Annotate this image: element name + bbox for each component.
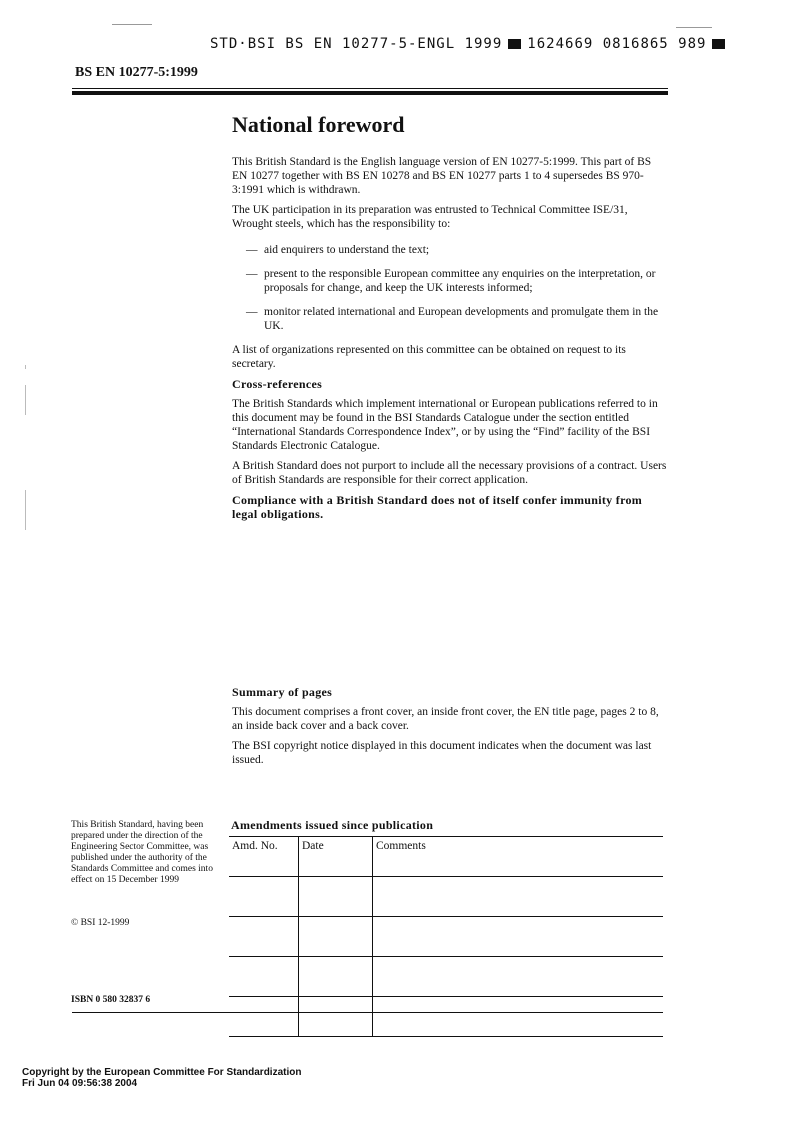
list-item: — present to the responsible European committee any enquiries on the interpretation, or proposals for change, and keep the UK interests informed; <box>246 268 656 294</box>
foreword-body <box>232 155 668 521</box>
page-title: National foreword <box>232 112 405 137</box>
scan-mark <box>25 385 26 415</box>
header-code-mid: 1624669 0816865 <box>527 36 669 52</box>
header-code-left: STD·BSI BS EN 10277-5-ENGL 1999 <box>210 36 503 52</box>
summary-paragraph-1: This document comprises a front cover, an inside front cover, the EN title page, pages 2 to 8, an inside back cover and a back cover. <box>232 706 659 732</box>
cross-references-heading: Cross-references <box>232 377 323 391</box>
table-row <box>229 997 663 1037</box>
standard-id: BS EN 10277-5:1999 <box>75 65 198 80</box>
column-header-amd-no: Amd. No. <box>229 837 299 877</box>
footer-line-2: Fri Jun 04 09:56:38 2004 <box>22 1078 138 1089</box>
scan-mark <box>25 365 26 369</box>
summary-heading: Summary of pages <box>232 685 333 699</box>
isbn: ISBN 0 580 32837 6 <box>71 995 151 1005</box>
foreword-paragraph-1: This British Standard is the English language version of EN 10277-5:1999. This part of BS EN 10277 together with BS EN 10278 and BS EN 10277 parts 1 to 4 supersedes BS 970-3:1991 which is withdrawn. <box>232 156 652 196</box>
table-row <box>229 957 663 997</box>
header-code-right: 989 <box>678 36 707 52</box>
summary-section <box>232 685 668 773</box>
foreword-paragraph-3: A list of organizations represented on this committee can be obtained on request to its secretary. <box>232 344 626 370</box>
scan-mark <box>112 24 152 25</box>
header-rule-thick <box>72 91 668 95</box>
publication-note: This British Standard, having been prepared under the direction of the Engineering Sector Committee, was published under the authority of the Standards Committee and comes into effect on 15 December 1999 <box>71 820 213 885</box>
copyright-line: © BSI 12-1999 <box>71 918 130 928</box>
column-header-date: Date <box>299 837 373 877</box>
list-item: — monitor related international and European developments and promulgate them in the UK. <box>246 306 659 332</box>
responsibility-list <box>232 243 668 333</box>
summary-paragraph-2: The BSI copyright notice displayed in this document indicates when the document was last issued. <box>232 740 652 766</box>
bottom-rule <box>72 1012 663 1013</box>
header-code <box>210 36 731 52</box>
amendments-title: Amendments issued since publication <box>231 818 434 832</box>
scan-mark <box>25 490 26 530</box>
table-row <box>229 917 663 957</box>
amendments-table <box>229 836 663 1037</box>
scan-mark <box>676 27 712 28</box>
barcode-block <box>712 39 725 49</box>
list-item: — aid enquirers to understand the text; <box>246 244 430 256</box>
compliance-statement: Compliance with a British Standard does not of itself confer immunity from legal obligations. <box>232 493 643 521</box>
cross-references-paragraph: The British Standards which implement international or European publications referred to in this document may be found in the BSI Standards Catalogue under the section entitled “International Standards Correspondence Index”, or by using the “Find” facility of the BSI Standards Electronic Catalogue. <box>232 398 658 452</box>
footer-line-1: Copyright by the European Committee For Standardization <box>22 1067 302 1078</box>
contract-paragraph: A British Standard does not purport to include all the necessary provisions of a contract. Users of British Standards are responsible for their correct application. <box>232 460 667 486</box>
foreword-paragraph-2: The UK participation in its preparation was entrusted to Technical Committee ISE/31, Wrought steels, which has the responsibility to: <box>232 204 628 230</box>
table-header-row <box>229 837 663 877</box>
barcode-block <box>508 39 521 49</box>
header-rule-thin <box>72 88 668 89</box>
copyright-footer <box>22 1067 301 1089</box>
column-header-comments: Comments <box>373 837 664 877</box>
table-row <box>229 877 663 917</box>
